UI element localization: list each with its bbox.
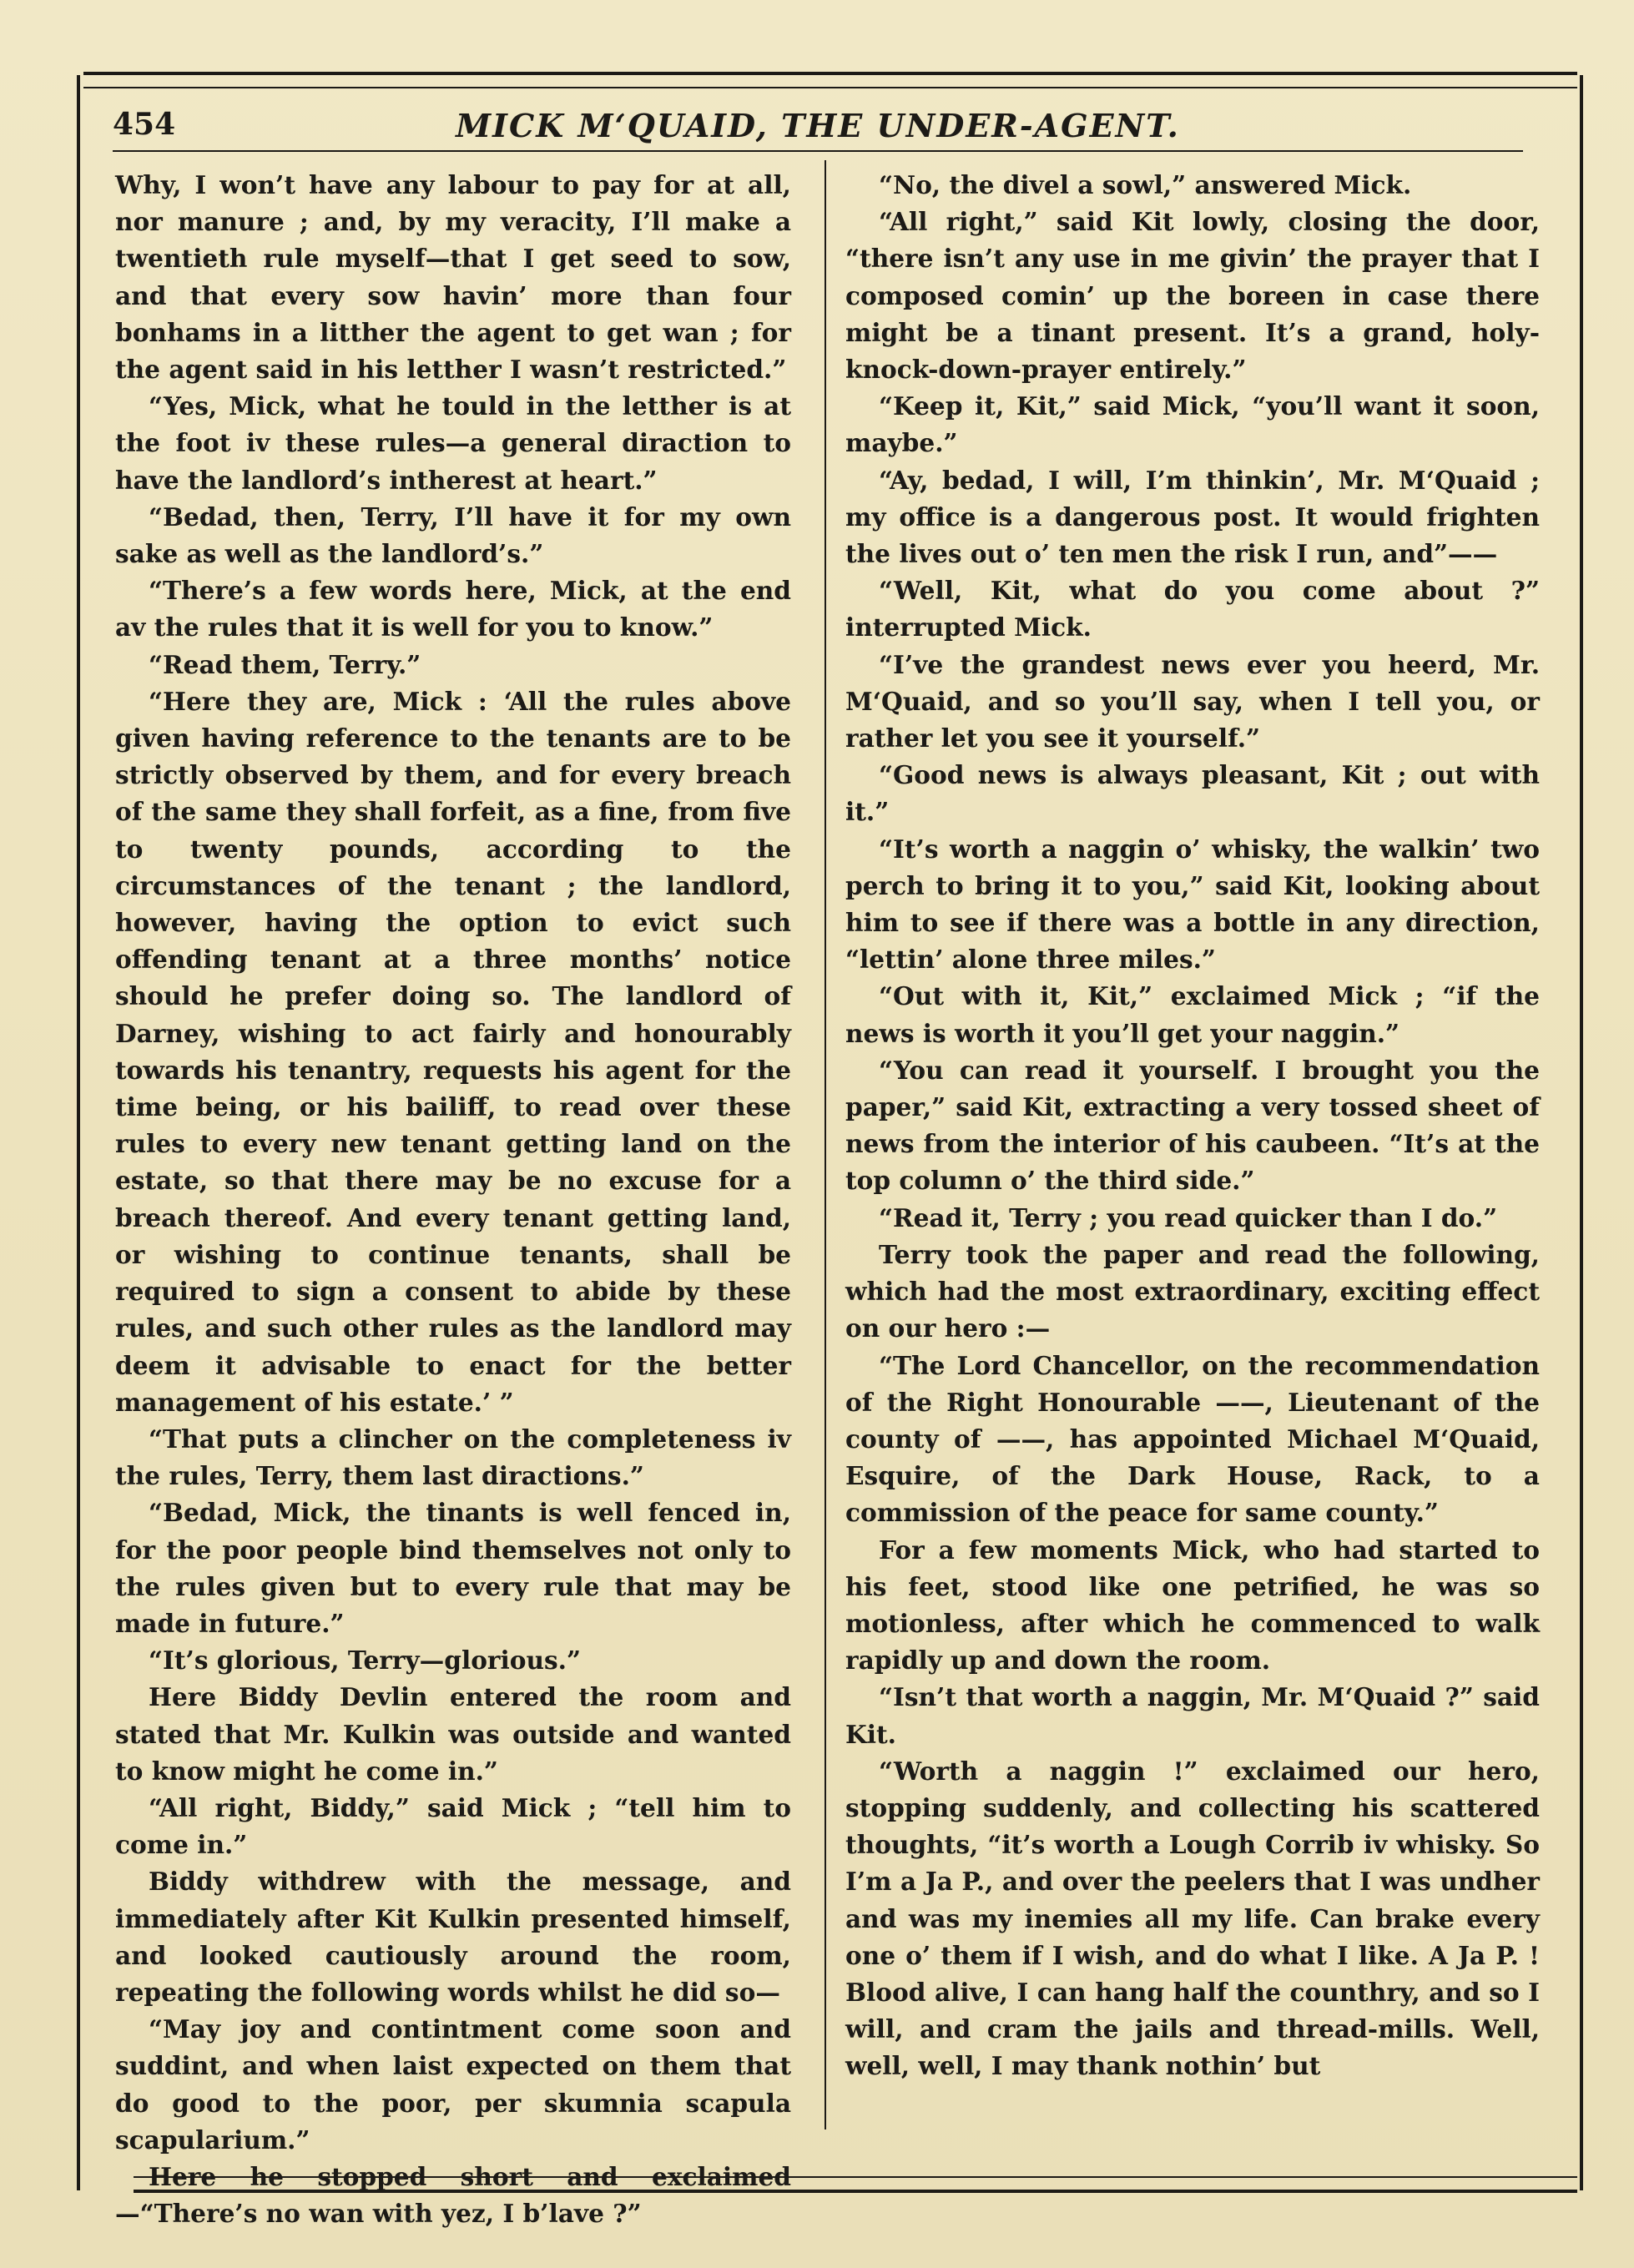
paragraph: “May joy and contintment come soon and suddint, and when laist expected on them that do good to the poor, per skumnia scapula scapularium.” bbox=[115, 2014, 791, 2155]
paragraph: “It’s worth a naggin o’ whisky, the walkin’ two perch to bring it to you,” said Kit, looking about him to see if there was a bottle in any direction, “lettin’ alone three miles.” bbox=[845, 834, 1540, 975]
paragraph: Terry took the paper and read the following, which had the most extraordinary, exciting effect on our hero :— bbox=[845, 1239, 1540, 1343]
paragraph: Biddy withdrew with the message, and immediately after Kit Kulkin presented himself, and looked cautiously around the room, repeating the following words whilst he did so— bbox=[115, 1867, 791, 2007]
paragraph: “You can read it yourself. I brought you the paper,” said Kit, extracting a very tossed sheet of news from the interior of his caubeen. “It’s at the top column o’ the third side.” bbox=[845, 1055, 1540, 1196]
paragraph: “The Lord Chancellor, on the recommendation of the Right Honourable ——, Lieutenant of the county of ——, has appointed Michael M‘Quaid, Esquire, of the Dark House, Rack, to a commission of the peace for same county.” bbox=[845, 1350, 1540, 1528]
paragraph: “It’s glorious, Terry—glorious.” bbox=[149, 1646, 582, 1676]
left-column bbox=[115, 167, 791, 2232]
paragraph: “All right, Biddy,” said Mick ; “tell him to come in.” bbox=[115, 1792, 791, 1860]
paragraph: “Read it, Terry ; you read quicker than I do.” bbox=[879, 1202, 1498, 1232]
paragraph: “There’s a few words here, Mick, at the end av the rules that it is well for you to know.” bbox=[115, 576, 791, 643]
column-divider bbox=[825, 160, 826, 2129]
paragraph: “Out with it, Kit,” exclaimed Mick ; “if the news is worth it you’ll get your naggin.” bbox=[845, 981, 1540, 1048]
top-double-rule bbox=[83, 72, 1577, 88]
paragraph: “Keep it, Kit,” said Mick, “you’ll want it soon, maybe.” bbox=[845, 391, 1540, 458]
right-border-rule bbox=[1580, 75, 1583, 2190]
paragraph: “I’ve the grandest news ever you heerd, Mr. M‘Quaid, and so you’ll say, when I tell you, or rather let you see it yourself.” bbox=[845, 649, 1540, 753]
bottom-double-rule bbox=[134, 2176, 1577, 2193]
page-header bbox=[113, 98, 1523, 145]
paragraph: “Worth a naggin !” exclaimed our hero, stopping suddenly, and collecting his scattered thoughts, “it’s worth a Lough Corrib iv whisky. So I’m a Ja P., and over the peelers that I was undher and was my inemies all my life. Can brake every one o’ them if I wish, and do what I like. A Ja P. ! Blood alive, I can hang half the counthry, and so I will, and cram the jails and thread-mills. Well, well, well, I may thank nothin’ but bbox=[845, 1756, 1540, 2081]
paragraph: “Isn’t that worth a naggin, Mr. M‘Quaid ?” said Kit. bbox=[845, 1682, 1540, 1749]
paragraph: Why, I won’t have any labour to pay for at all, nor manure ; and, by my veracity, I’ll make a twentieth rule myself—that I get seed to sow, and that every sow havin’ more than four bonhams in a litther the agent to get wan ; for the agent said in his letther I wasn’t restricted.” bbox=[115, 170, 791, 385]
paragraph: “Ay, bedad, I will, I’m thinkin’, Mr. M‘Quaid ; my office is a dangerous post. It would frighten the lives out o’ ten men the risk I run, and”—— bbox=[845, 465, 1540, 569]
paragraph: “Yes, Mick, what he tould in the letther is at the foot iv these rules—a general diraction to have the landlord’s intherest at heart.” bbox=[115, 391, 791, 495]
paragraph: “Bedad, then, Terry, I’ll have it for my own sake as well as the landlord’s.” bbox=[115, 501, 791, 569]
paragraph: “All right,” said Kit lowly, closing the door, “there isn’t any use in me givin’ the prayer that I composed comin’ up the boreen in case there might be a tinant present. It’s a grand, holy-knock-down-prayer entirely.” bbox=[845, 207, 1540, 385]
header-rule bbox=[113, 150, 1523, 152]
page-number: 454 bbox=[113, 107, 176, 142]
paragraph: “That puts a clincher on the completeness iv the rules, Terry, them last diractions.” bbox=[115, 1424, 791, 1491]
running-title: MICK M‘QUAID, THE UNDER-AGENT. bbox=[456, 107, 1180, 144]
paragraph: For a few moments Mick, who had started to his feet, stood like one petrified, he was so motionless, after which he commenced to walk rapidly up and down the room. bbox=[845, 1535, 1540, 1676]
paragraph: Here Biddy Devlin entered the room and stated that Mr. Kulkin was outside and wanted to know might he come in.” bbox=[115, 1682, 791, 1786]
paragraph: “Well, Kit, what do you come about ?” interrupted Mick. bbox=[845, 576, 1540, 643]
paragraph: “Good news is always pleasant, Kit ; out with it.” bbox=[845, 760, 1540, 827]
right-column bbox=[845, 167, 1540, 2085]
paragraph: “Bedad, Mick, the tinants is well fenced in, for the poor people bind themselves not only to the rules given but to every rule that may be made in future.” bbox=[115, 1498, 791, 1638]
paragraph: “Read them, Terry.” bbox=[149, 649, 421, 679]
paragraph: Here he stopped short and exclaimed—“There’s no wan with yez, I b’lave ?” bbox=[115, 2161, 791, 2229]
left-border-rule bbox=[77, 75, 80, 2190]
paragraph: “No, the divel a sowl,” answered Mick. bbox=[879, 170, 1412, 199]
paragraph: “Here they are, Mick : ‘All the rules above given having reference to the tenants are to be strictly observed by them, and for every breach of the same they shall forfeit, as a fine, from five to twenty pounds, according to the circumstances of the tenant ; the landlord, however, having the option to evict such offending tenant at a three months’ notice should he prefer doing so. The landlord of Darney, wishing to act fairly and honourably towards his tenantry, requests his agent for the time being, or his bailiff, to read over these rules to every new tenant getting land on the estate, so that there may be no excuse for a breach thereof. And every tenant getting land, or wishing to continue tenants, shall be required to sign a consent to abide by these rules, and such other rules as the landlord may deem it advisable to enact for the better management of his estate.’ ” bbox=[115, 686, 791, 1417]
